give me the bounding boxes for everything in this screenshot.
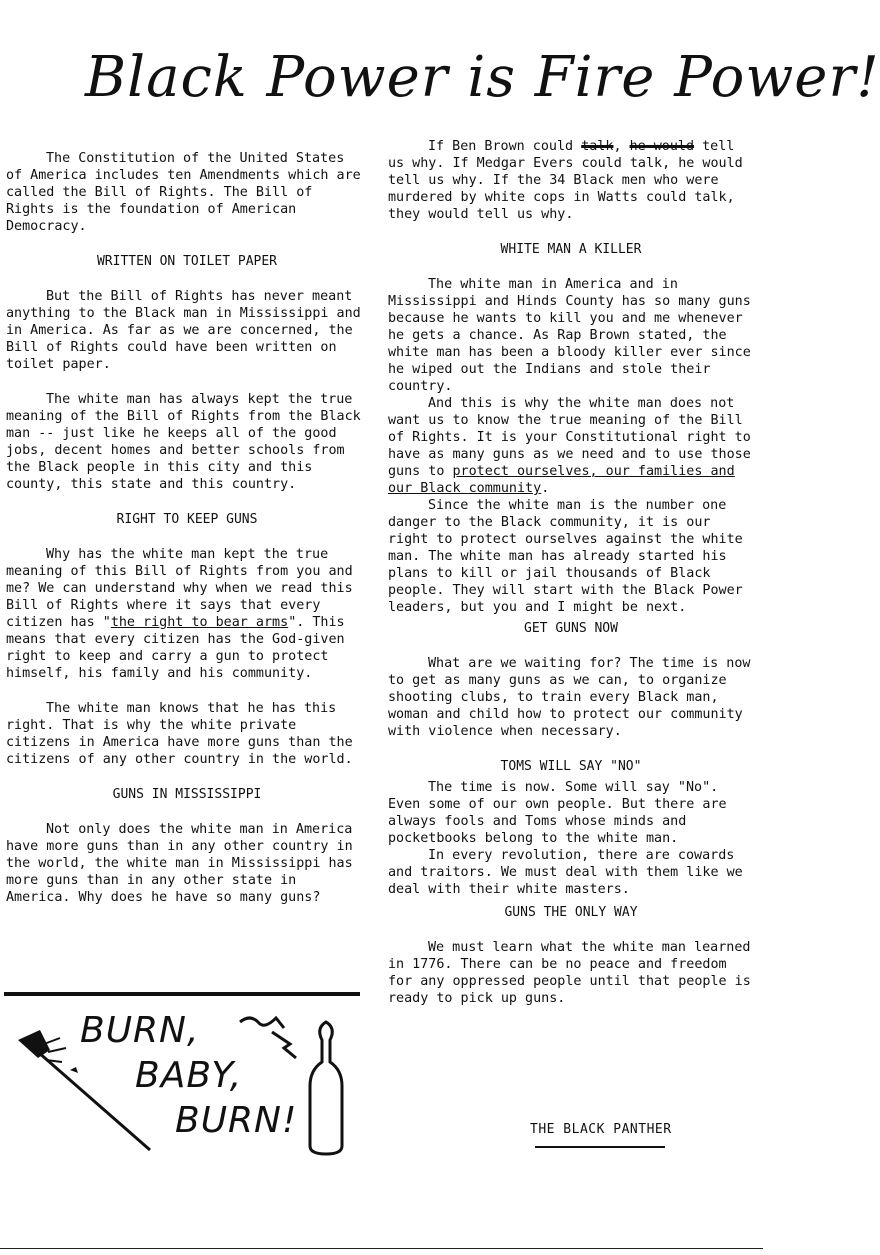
heading-toms-will-say-no: TOMS WILL SAY "NO" (500, 759, 642, 774)
headline (40, 40, 880, 130)
burn-baby-burn-illustration (10, 1000, 360, 1160)
paragraph: The white man in America and in Mississippi and Hinds County has so many guns because he wants to kill you and me whenever he gets a chance. As Rap Brown stated, the white man has been a bloody killer ever since he wiped out the Indians and stole their country. (388, 277, 751, 394)
burn-word-2: BURN! (175, 1100, 298, 1141)
struck-word: talk (581, 139, 614, 154)
text-span: ". This means that every citizen has the God-given right to keep and carry a gun to protect himself, his family and his community. (6, 615, 345, 681)
heading-guns-in-mississippi: GUNS IN MISSISSIPPI (112, 787, 262, 802)
paragraph: What are we waiting for? The time is now to get as many guns as we can, to organize shooting clubs, to train every Black man, woman and child how to protect our community with violence when necessary. (388, 656, 751, 739)
signature: THE BLACK PANTHER (530, 1122, 672, 1137)
paragraph: The time is now. Some will say "No". Even some of our own people. But there are always fools and Toms whose minds and pocketbooks belong to the white man. (388, 780, 727, 846)
paragraph: Since the white man is the number one danger to the Black community, it is our right to protect ourselves against the white man. The white man has already started his plans to kill or jail thousands of Black people. They will start with the Black Power leaders, but you and I might be next. (388, 498, 743, 615)
baby-word: BABY, (135, 1055, 243, 1096)
signature-underline (535, 1146, 665, 1148)
text-span: , (613, 139, 630, 154)
paragraph-protect (388, 395, 754, 497)
heading-right-to-keep-guns: RIGHT TO KEEP GUNS (116, 512, 258, 527)
text-span: Why has the white man kept the true meaning of this Bill of Rights from you and me? We can understand why when we read this Bill of Rights where it says that every citizen has " (6, 547, 353, 630)
paragraph: The white man knows that he has this right. That is why the white private citizens in America have more guns than the citizens of any other country in the world. (6, 701, 353, 767)
text-span: If Ben Brown could (428, 139, 582, 154)
struck-word: he would (629, 139, 695, 154)
burn-word-1: BURN, (80, 1010, 200, 1051)
paragraph: The white man has always kept the true meaning of the Bill of Rights from the Black man -- just like he keeps all of the good jobs, decent homes and better schools from the Black people in this city and this county, this state and this country. (6, 392, 361, 492)
paragraph-bear-arms (6, 546, 368, 682)
text-span: And this is why the white man does not want us to know the true meaning of the Bill of Rights. It is your Constitutional right to have as many guns as we need and to use those guns to (388, 396, 751, 479)
left-column (6, 150, 368, 906)
paragraph: We must learn what the white man learned in 1776. There can be no peace and freedom for any oppressed people until that people is ready to pick up guns. (388, 940, 751, 1006)
underlined-phrase: the right to bear arms (110, 615, 289, 630)
paragraph: But the Bill of Rights has never meant anything to the Black man in Mississippi and in America. As far as we are concerned, the Bill of Rights could have been written on toilet paper. (6, 289, 361, 372)
heading-get-guns-now: GET GUNS NOW (524, 621, 618, 636)
section-divider (4, 992, 360, 996)
paragraph-ben-brown (388, 138, 754, 223)
headline-text: Black Power is Fire Power! (85, 45, 880, 110)
right-column (388, 138, 754, 1007)
underlined-phrase: protect ourselves, our families and our Black community (388, 464, 735, 496)
paragraph: In every revolution, there are cowards and traitors. We must deal with them like we deal with their white masters. (388, 848, 743, 897)
heading-toilet-paper: WRITTEN ON TOILET PAPER (96, 254, 277, 269)
heading-white-man-killer: WHITE MAN A KILLER (500, 242, 642, 257)
page-bottom-rule (0, 1248, 763, 1249)
text-span: . (541, 481, 550, 496)
intro-paragraph: The Constitution of the United States of America includes ten Amendments which are called the Bill of Rights. The Bill of Rights is the foundation of American Democracy. (6, 151, 361, 234)
text-span: tell us why. If Medgar Evers could talk, he would tell us why. If the 34 Black men who were murdered by white cops in Watts could talk, they would tell us why. (388, 139, 743, 222)
heading-guns-only-way: GUNS THE ONLY WAY (504, 905, 638, 920)
paragraph: Not only does the white man in America have more guns than in any other country in the world, the white man in Mississippi has more guns than in any other state in America. Why does he have so many guns? (6, 822, 353, 905)
